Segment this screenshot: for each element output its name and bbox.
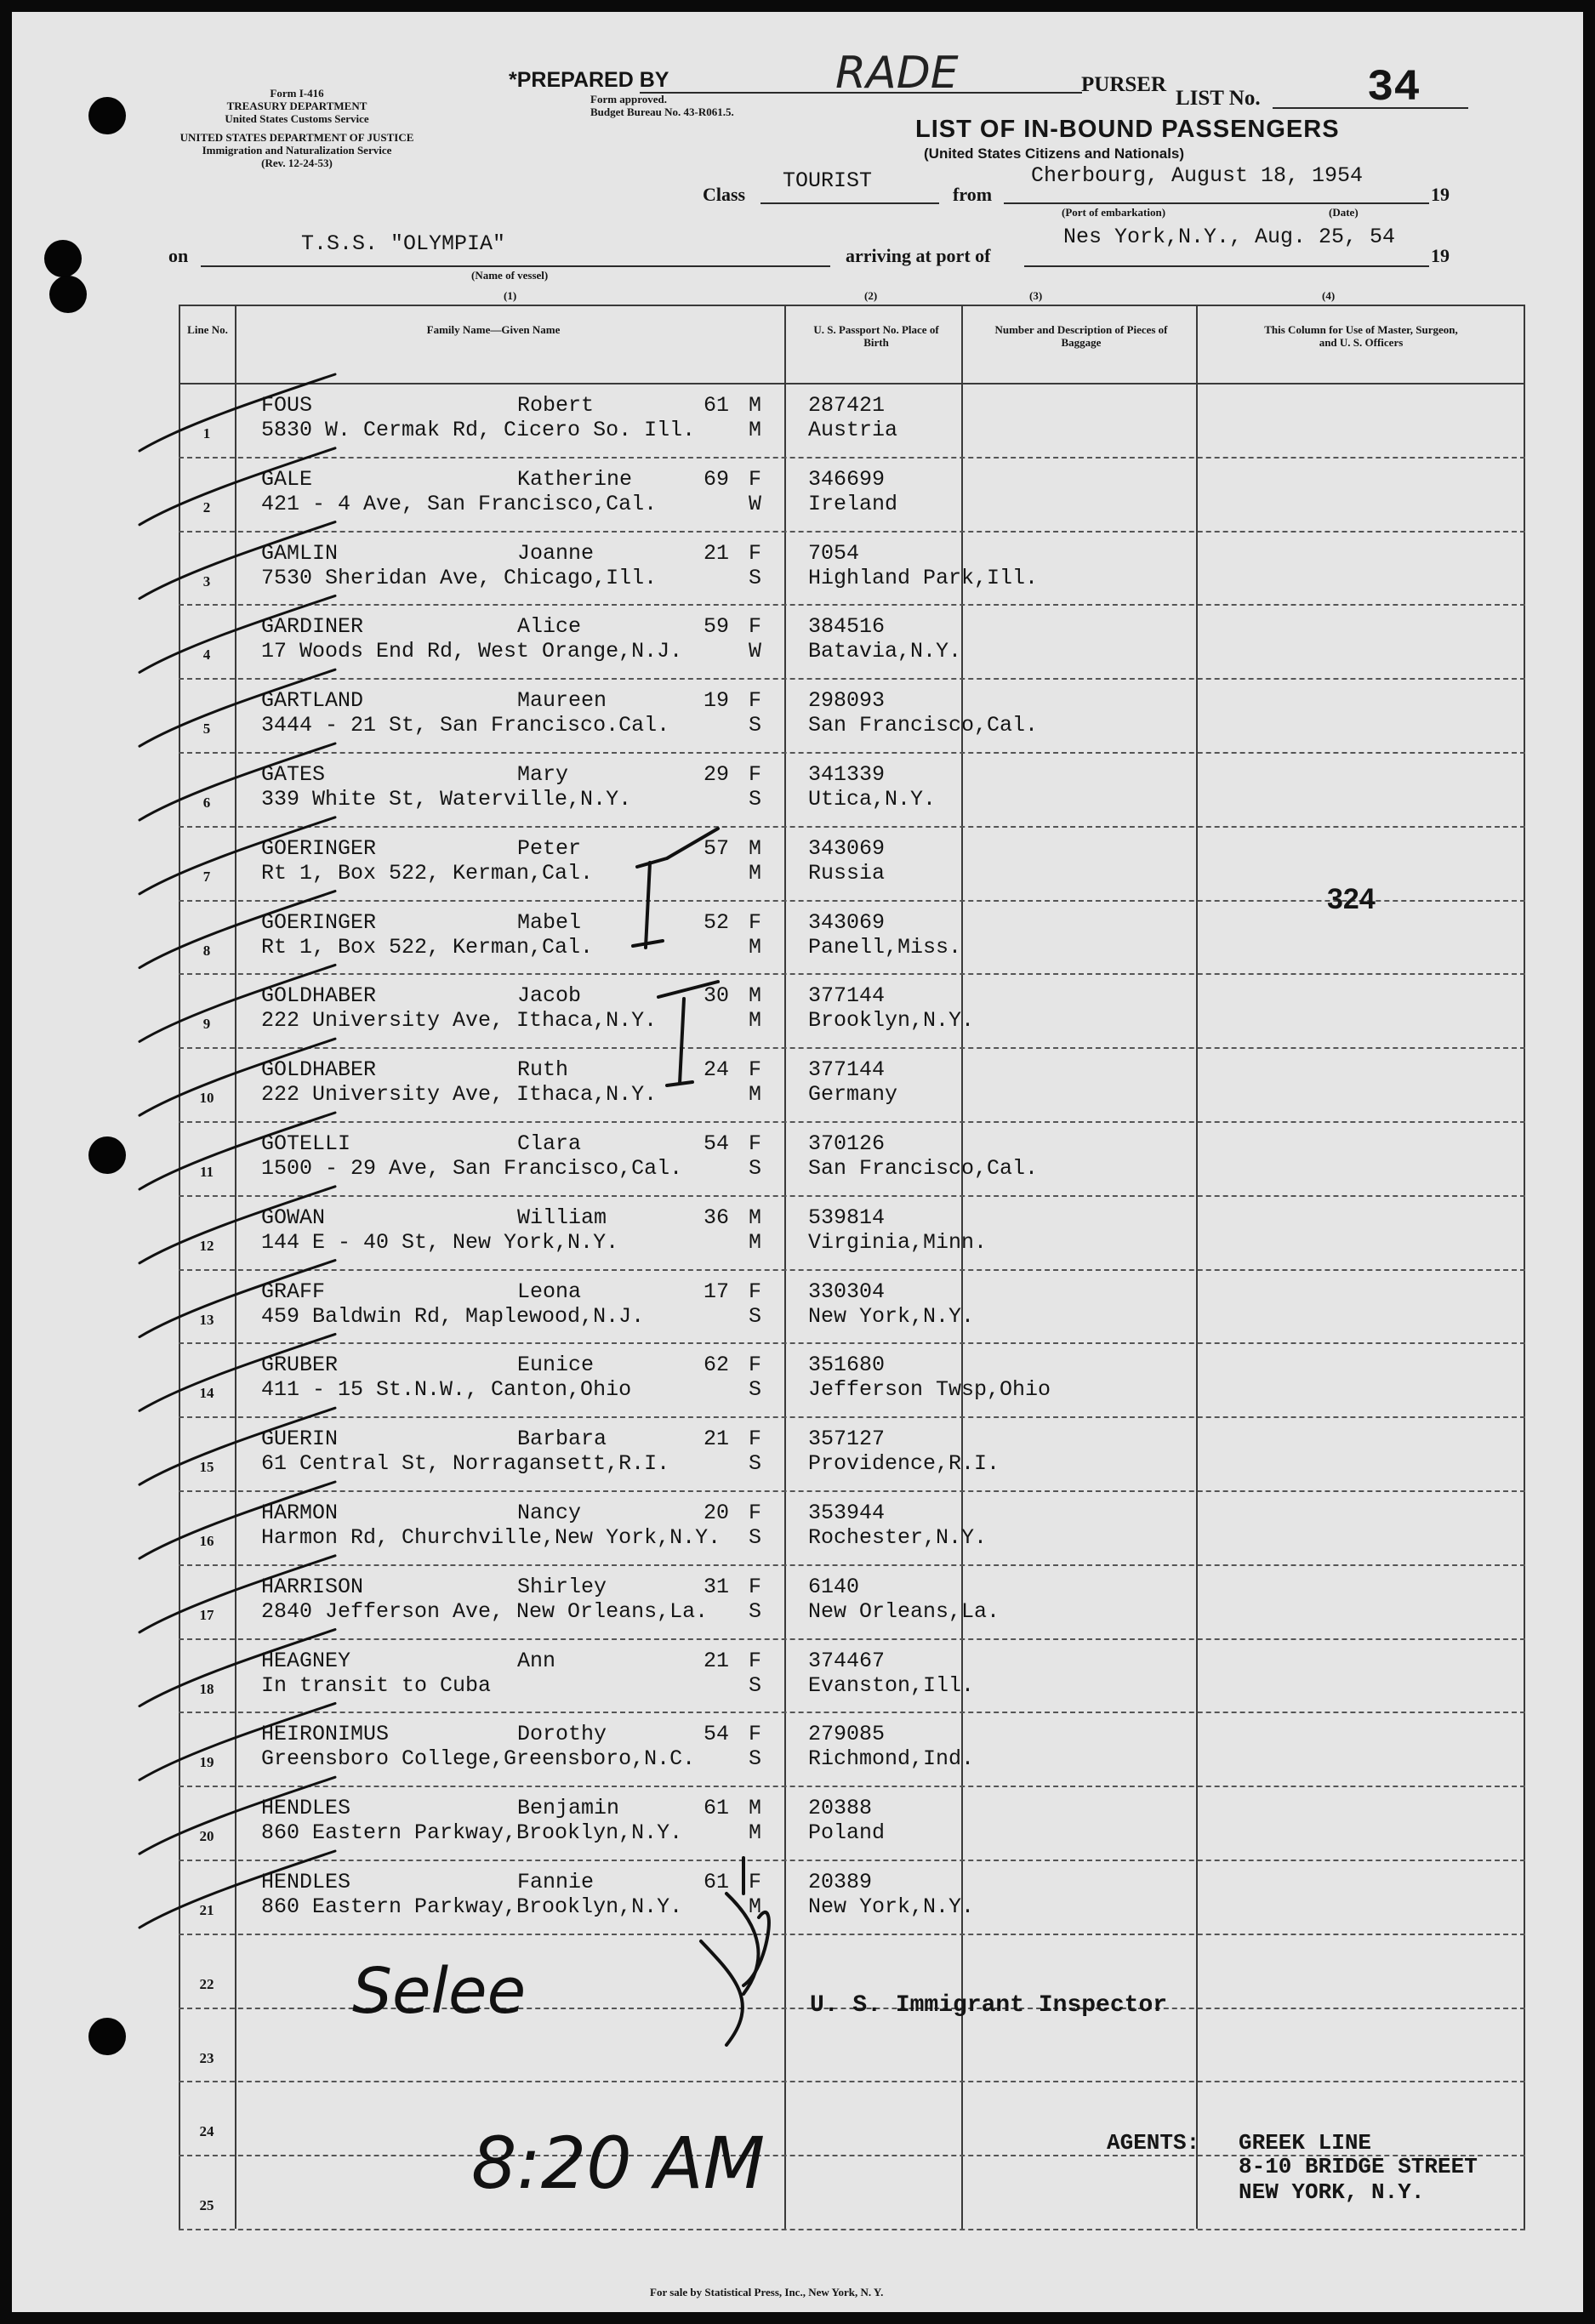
- check-mark: [140, 1261, 335, 1337]
- footer-note: For sale by Statistical Press, Inc., New York, N. Y.: [650, 2286, 884, 2298]
- line-number: 1: [202, 425, 211, 441]
- sex: M: [749, 983, 762, 1009]
- marital-status: S: [749, 713, 762, 738]
- place-of-birth: Utica,N.Y.: [808, 787, 937, 812]
- handwritten-marks: [12, 12, 1583, 2312]
- check-mark: [140, 1703, 335, 1780]
- marital-status: M: [749, 1820, 762, 1846]
- sex: M: [749, 1796, 762, 1821]
- purser-label: PURSER: [1081, 73, 1167, 96]
- document-subtitle: (United States Citizens and Nationals): [924, 145, 1185, 162]
- check-mark: [140, 965, 335, 1041]
- address: In transit to Cuba: [261, 1672, 492, 1698]
- line-number: 11: [199, 1164, 214, 1180]
- form-number: Form I-416: [270, 87, 324, 100]
- given-name: Eunice: [517, 1353, 595, 1378]
- line-number: 22: [199, 1975, 214, 1992]
- line-number: 13: [199, 1311, 214, 1328]
- passport-number: 6140: [808, 1574, 860, 1599]
- address: Greensboro College,Greensboro,N.C.: [261, 1746, 696, 1772]
- passport-number: 377144: [808, 983, 886, 1009]
- address: 411 - 15 St.N.W., Canton,Ohio: [261, 1377, 632, 1403]
- line-number: 2: [202, 498, 211, 515]
- sex: F: [749, 1648, 762, 1673]
- sex: F: [749, 540, 762, 566]
- given-name: William: [517, 1205, 607, 1230]
- sex: F: [749, 1057, 762, 1083]
- passport-number: 539814: [808, 1205, 886, 1230]
- year-suffix-2: 19: [1431, 245, 1450, 266]
- age: 36: [703, 1205, 729, 1230]
- marital-status: M: [749, 1008, 762, 1034]
- check-mark: [140, 1113, 335, 1189]
- check-mark: [140, 1334, 335, 1410]
- passport-number: 7054: [808, 540, 860, 566]
- marital-status: S: [749, 1525, 762, 1550]
- given-name: Fannie: [517, 1870, 595, 1894]
- on-label: on: [168, 245, 189, 266]
- sex: F: [749, 614, 762, 640]
- address: 421 - 4 Ave, San Francisco,Cal.: [261, 491, 658, 516]
- sex: F: [749, 1131, 762, 1156]
- age: 17: [703, 1279, 729, 1304]
- family-name: GOLDHABER: [261, 1057, 377, 1083]
- check-mark: [140, 1408, 335, 1484]
- family-name: GUERIN: [261, 1427, 339, 1452]
- age: 29: [703, 762, 729, 787]
- col-header-officers: This Column for Use of Master, Surgeon, and U. S. Officers: [1264, 323, 1458, 349]
- address: 5830 W. Cermak Rd, Cicero So. Ill.: [261, 418, 696, 442]
- marital-status: W: [749, 639, 762, 664]
- sex: F: [749, 1870, 762, 1894]
- check-mark: [140, 374, 335, 451]
- address: 2840 Jefferson Ave, New Orleans,La.: [261, 1598, 709, 1624]
- marital-status: S: [749, 787, 762, 812]
- place-of-birth: Jefferson Twsp,Ohio: [808, 1377, 1051, 1403]
- check-mark: [140, 1482, 335, 1558]
- passport-number: 341339: [808, 762, 886, 787]
- revision: (Rev. 12-24-53): [261, 157, 333, 169]
- given-name: Mary: [517, 762, 569, 787]
- age: 21: [703, 540, 729, 566]
- age: 21: [703, 1427, 729, 1452]
- given-name: Ann: [517, 1648, 556, 1673]
- address: Rt 1, Box 522, Kerman,Cal.: [261, 860, 594, 886]
- from-value: Cherbourg, August 18, 1954: [1031, 163, 1364, 188]
- family-name: GARDINER: [261, 614, 364, 640]
- family-name: GALE: [261, 466, 313, 492]
- sex: F: [749, 1574, 762, 1599]
- address: 1500 - 29 Ave, San Francisco,Cal.: [261, 1156, 683, 1181]
- sex: F: [749, 1722, 762, 1747]
- place-of-birth: Brooklyn,N.Y.: [808, 1008, 975, 1034]
- marital-status: S: [749, 1451, 762, 1477]
- sex: M: [749, 393, 762, 418]
- place-of-birth: Russia: [808, 860, 886, 886]
- age: 61: [703, 393, 729, 418]
- marital-status: M: [749, 934, 762, 960]
- class-label: Class: [703, 184, 746, 205]
- age: 19: [703, 688, 729, 714]
- family-name: HENDLES: [261, 1796, 351, 1821]
- check-mark: [140, 669, 335, 746]
- age: 57: [703, 835, 729, 861]
- given-name: Ruth: [517, 1057, 569, 1083]
- passport-number: 287421: [808, 393, 886, 418]
- given-name: Nancy: [517, 1501, 582, 1525]
- marital-status: M: [749, 1082, 762, 1108]
- passport-number: 374467: [808, 1648, 886, 1673]
- place-of-birth: New York,N.Y.: [808, 1894, 975, 1919]
- column-number-1: (1): [504, 289, 517, 302]
- from-label: from: [953, 184, 993, 205]
- document-title: LIST OF IN-BOUND PASSENGERS: [915, 116, 1340, 143]
- sex: F: [749, 688, 762, 714]
- passport-number: 330304: [808, 1279, 886, 1304]
- address: 222 University Ave, Ithaca,N.Y.: [261, 1008, 658, 1034]
- check-mark: [140, 595, 335, 672]
- place-of-birth: Highland Park,Ill.: [808, 565, 1039, 590]
- date-caption: (Date): [1329, 206, 1359, 219]
- passport-number: 357127: [808, 1427, 886, 1452]
- list-number: 34: [1367, 63, 1421, 113]
- given-name: Barbara: [517, 1427, 607, 1452]
- column-number-3: (3): [1029, 289, 1043, 302]
- address: 3444 - 21 St, San Francisco.Cal.: [261, 713, 670, 738]
- line-number: 9: [202, 1016, 211, 1033]
- line-number: 5: [202, 721, 211, 738]
- line-number: 14: [199, 1385, 214, 1402]
- family-name: GRAFF: [261, 1279, 326, 1304]
- place-of-birth: Panell,Miss.: [808, 934, 962, 960]
- given-name: Shirley: [517, 1574, 607, 1599]
- arriving-value: Nes York,N.Y., Aug. 25, 54: [1063, 225, 1396, 249]
- passport-number: 343069: [808, 835, 886, 861]
- line-number: 21: [199, 1902, 214, 1918]
- passport-number: 346699: [808, 466, 886, 492]
- treasury-dept: TREASURY DEPARTMENT: [226, 100, 367, 112]
- address: Rt 1, Box 522, Kerman,Cal.: [261, 934, 594, 960]
- age: 20: [703, 1501, 729, 1525]
- address: 7530 Sheridan Ave, Chicago,Ill.: [261, 565, 658, 590]
- check-mark: [140, 743, 335, 820]
- col-header-baggage: Number and Description of Pieces of Baggage: [994, 323, 1168, 349]
- age: 24: [703, 1057, 729, 1083]
- family-name: GOWAN: [261, 1205, 326, 1230]
- place-of-birth: New Orleans,La.: [808, 1598, 1000, 1624]
- marital-status: S: [749, 1377, 762, 1403]
- place-of-birth: Evanston,Ill.: [808, 1672, 975, 1698]
- address: 860 Eastern Parkway,Brooklyn,N.Y.: [261, 1894, 683, 1919]
- place-of-birth: San Francisco,Cal.: [808, 1156, 1039, 1181]
- family-name: GRUBER: [261, 1353, 339, 1378]
- marital-status: W: [749, 491, 762, 516]
- age: 62: [703, 1353, 729, 1378]
- given-name: Benjamin: [517, 1796, 620, 1821]
- year-suffix: 19: [1431, 184, 1450, 205]
- place-of-birth: San Francisco,Cal.: [808, 713, 1039, 738]
- family-name: GAMLIN: [261, 540, 339, 566]
- place-of-birth: Virginia,Minn.: [808, 1229, 988, 1255]
- check-mark: [140, 1851, 335, 1928]
- line-number: 10: [199, 1090, 214, 1107]
- justice-dept: UNITED STATES DEPARTMENT OF JUSTICE: [179, 131, 414, 144]
- passport-number: 20389: [808, 1870, 873, 1894]
- marital-status: S: [749, 1672, 762, 1698]
- port-embarkation-caption: (Port of embarkation): [1062, 206, 1166, 219]
- line-number: 12: [199, 1237, 214, 1254]
- check-mark: [140, 522, 335, 599]
- handwritten-signature: Selee: [352, 1955, 527, 2028]
- vessel-name: T.S.S. "OLYMPIA": [301, 231, 506, 256]
- passport-number: 20388: [808, 1796, 873, 1821]
- line-number: 16: [199, 1533, 214, 1549]
- place-of-birth: New York,N.Y.: [808, 1303, 975, 1329]
- passport-number: 370126: [808, 1131, 886, 1156]
- passport-number: 351680: [808, 1353, 886, 1378]
- given-name: Maureen: [517, 688, 607, 714]
- marital-status: S: [749, 1156, 762, 1181]
- address: Harmon Rd, Churchville,New York,N.Y.: [261, 1525, 721, 1550]
- address: 222 University Ave, Ithaca,N.Y.: [261, 1082, 658, 1108]
- place-of-birth: Rochester,N.Y.: [808, 1525, 988, 1550]
- age: 61: [703, 1870, 729, 1894]
- vessel-caption: (Name of vessel): [471, 269, 549, 282]
- given-name: Clara: [517, 1131, 582, 1156]
- column-number-2: (2): [864, 289, 878, 302]
- given-name: Joanne: [517, 540, 595, 566]
- passport-number: 353944: [808, 1501, 886, 1525]
- column-number-4: (4): [1322, 289, 1336, 302]
- line-number: 24: [199, 2123, 214, 2140]
- address: 860 Eastern Parkway,Brooklyn,N.Y.: [261, 1820, 683, 1846]
- agents-line-3: NEW YORK, N.Y.: [1239, 2179, 1425, 2205]
- age: 61: [703, 1796, 729, 1821]
- sex: M: [749, 1205, 762, 1230]
- sex: F: [749, 1353, 762, 1378]
- marital-status: M: [749, 860, 762, 886]
- line-number: 23: [199, 2049, 214, 2066]
- address: 61 Central St, Norragansett,R.I.: [261, 1451, 670, 1477]
- age: 31: [703, 1574, 729, 1599]
- address: 459 Baldwin Rd, Maplewood,N.J.: [261, 1303, 645, 1329]
- place-of-birth: Batavia,N.Y.: [808, 639, 962, 664]
- check-mark: [140, 1630, 335, 1706]
- inspector-label: U. S. Immigrant Inspector: [810, 1992, 1168, 2019]
- family-name: FOUS: [261, 393, 313, 418]
- sex: F: [749, 466, 762, 492]
- given-name: Robert: [517, 393, 595, 418]
- passport-number: 377144: [808, 1057, 886, 1083]
- family-name: HEAGNEY: [261, 1648, 351, 1673]
- check-mark: [140, 1556, 335, 1632]
- family-name: HENDLES: [261, 1870, 351, 1894]
- given-name: Peter: [517, 835, 582, 861]
- place-of-birth: Ireland: [808, 491, 898, 516]
- age: 69: [703, 466, 729, 492]
- manifest-page: [12, 12, 1583, 2312]
- family-name: HARRISON: [261, 1574, 364, 1599]
- stamp-number: 324: [1327, 883, 1376, 915]
- col-header-line-no: Line No.: [187, 323, 228, 336]
- age: 21: [703, 1648, 729, 1673]
- list-no-label: LIST No.: [1176, 87, 1261, 110]
- given-name: Leona: [517, 1279, 582, 1304]
- given-name: Jacob: [517, 983, 582, 1009]
- sex: F: [749, 909, 762, 935]
- age: 52: [703, 909, 729, 935]
- class-value: TOURIST: [783, 168, 873, 193]
- family-name: GOLDHABER: [261, 983, 377, 1009]
- age: 30: [703, 983, 729, 1009]
- budget-bureau: Budget Bureau No. 43-R061.5.: [590, 105, 734, 118]
- check-mark: [140, 891, 335, 968]
- prepared-by-label: *PREPARED BY: [509, 68, 669, 92]
- preparer-signature: RADE: [835, 48, 959, 99]
- agents-label: AGENTS:: [1107, 2130, 1200, 2156]
- col-header-name: Family Name—Given Name: [426, 323, 561, 336]
- given-name: Mabel: [517, 909, 582, 935]
- agents-line-2: 8-10 BRIDGE STREET: [1239, 2154, 1478, 2179]
- family-name: GOTELLI: [261, 1131, 351, 1156]
- line-number: 3: [202, 572, 211, 590]
- customs-service: United States Customs Service: [225, 112, 369, 125]
- line-number: 8: [202, 942, 211, 959]
- check-mark: [140, 1039, 335, 1115]
- place-of-birth: Germany: [808, 1082, 898, 1108]
- family-name: GOERINGER: [261, 835, 377, 861]
- check-mark: [140, 448, 335, 525]
- marital-status: M: [749, 1894, 762, 1919]
- family-name: HEIRONIMUS: [261, 1722, 390, 1747]
- sex: M: [749, 835, 762, 861]
- address: 17 Woods End Rd, West Orange,N.J.: [261, 639, 683, 664]
- line-number: 6: [202, 795, 211, 811]
- place-of-birth: Richmond,Ind.: [808, 1746, 975, 1772]
- ins-service: Immigration and Naturalization Service: [202, 144, 392, 157]
- age: 54: [703, 1131, 729, 1156]
- marital-status: S: [749, 1303, 762, 1329]
- given-name: Alice: [517, 614, 582, 640]
- line-number: 17: [199, 1606, 214, 1623]
- agents-line-1: GREEK LINE: [1239, 2130, 1372, 2156]
- place-of-birth: Providence,R.I.: [808, 1451, 1000, 1477]
- sex: F: [749, 1427, 762, 1452]
- place-of-birth: Austria: [808, 418, 898, 442]
- address: 339 White St, Waterville,N.Y.: [261, 787, 632, 812]
- col-header-passport: U. S. Passport No. Place of Birth: [813, 323, 939, 349]
- marital-status: M: [749, 418, 762, 442]
- check-mark: [140, 1777, 335, 1854]
- passport-number: 343069: [808, 909, 886, 935]
- age: 59: [703, 614, 729, 640]
- marital-status: S: [749, 1746, 762, 1772]
- family-name: GOERINGER: [261, 909, 377, 935]
- sex: F: [749, 1501, 762, 1525]
- check-mark: [140, 817, 335, 894]
- marital-status: M: [749, 1229, 762, 1255]
- line-number: 4: [202, 647, 211, 664]
- family-name: HARMON: [261, 1501, 339, 1525]
- line-number: 18: [199, 1680, 214, 1697]
- passport-number: 279085: [808, 1722, 886, 1747]
- sex: F: [749, 1279, 762, 1304]
- line-number: 20: [199, 1828, 214, 1845]
- given-name: Dorothy: [517, 1722, 607, 1747]
- marital-status: S: [749, 565, 762, 590]
- line-number: 19: [199, 1754, 214, 1771]
- sex: F: [749, 762, 762, 787]
- place-of-birth: Poland: [808, 1820, 886, 1846]
- check-mark: [140, 1187, 335, 1263]
- passport-number: 298093: [808, 688, 886, 714]
- arriving-label: arriving at port of: [846, 245, 991, 266]
- line-number: 25: [199, 2197, 214, 2214]
- given-name: Katherine: [517, 466, 633, 492]
- line-number: 7: [202, 868, 211, 885]
- age: 54: [703, 1722, 729, 1747]
- line-number: 15: [199, 1459, 214, 1476]
- family-name: GATES: [261, 762, 326, 787]
- family-name: GARTLAND: [261, 688, 364, 714]
- marital-status: S: [749, 1598, 762, 1624]
- handwritten-time: 8:20 AM: [471, 2122, 766, 2205]
- address: 144 E - 40 St, New York,N.Y.: [261, 1229, 619, 1255]
- form-approved: Form approved.: [590, 93, 668, 105]
- passport-number: 384516: [808, 614, 886, 640]
